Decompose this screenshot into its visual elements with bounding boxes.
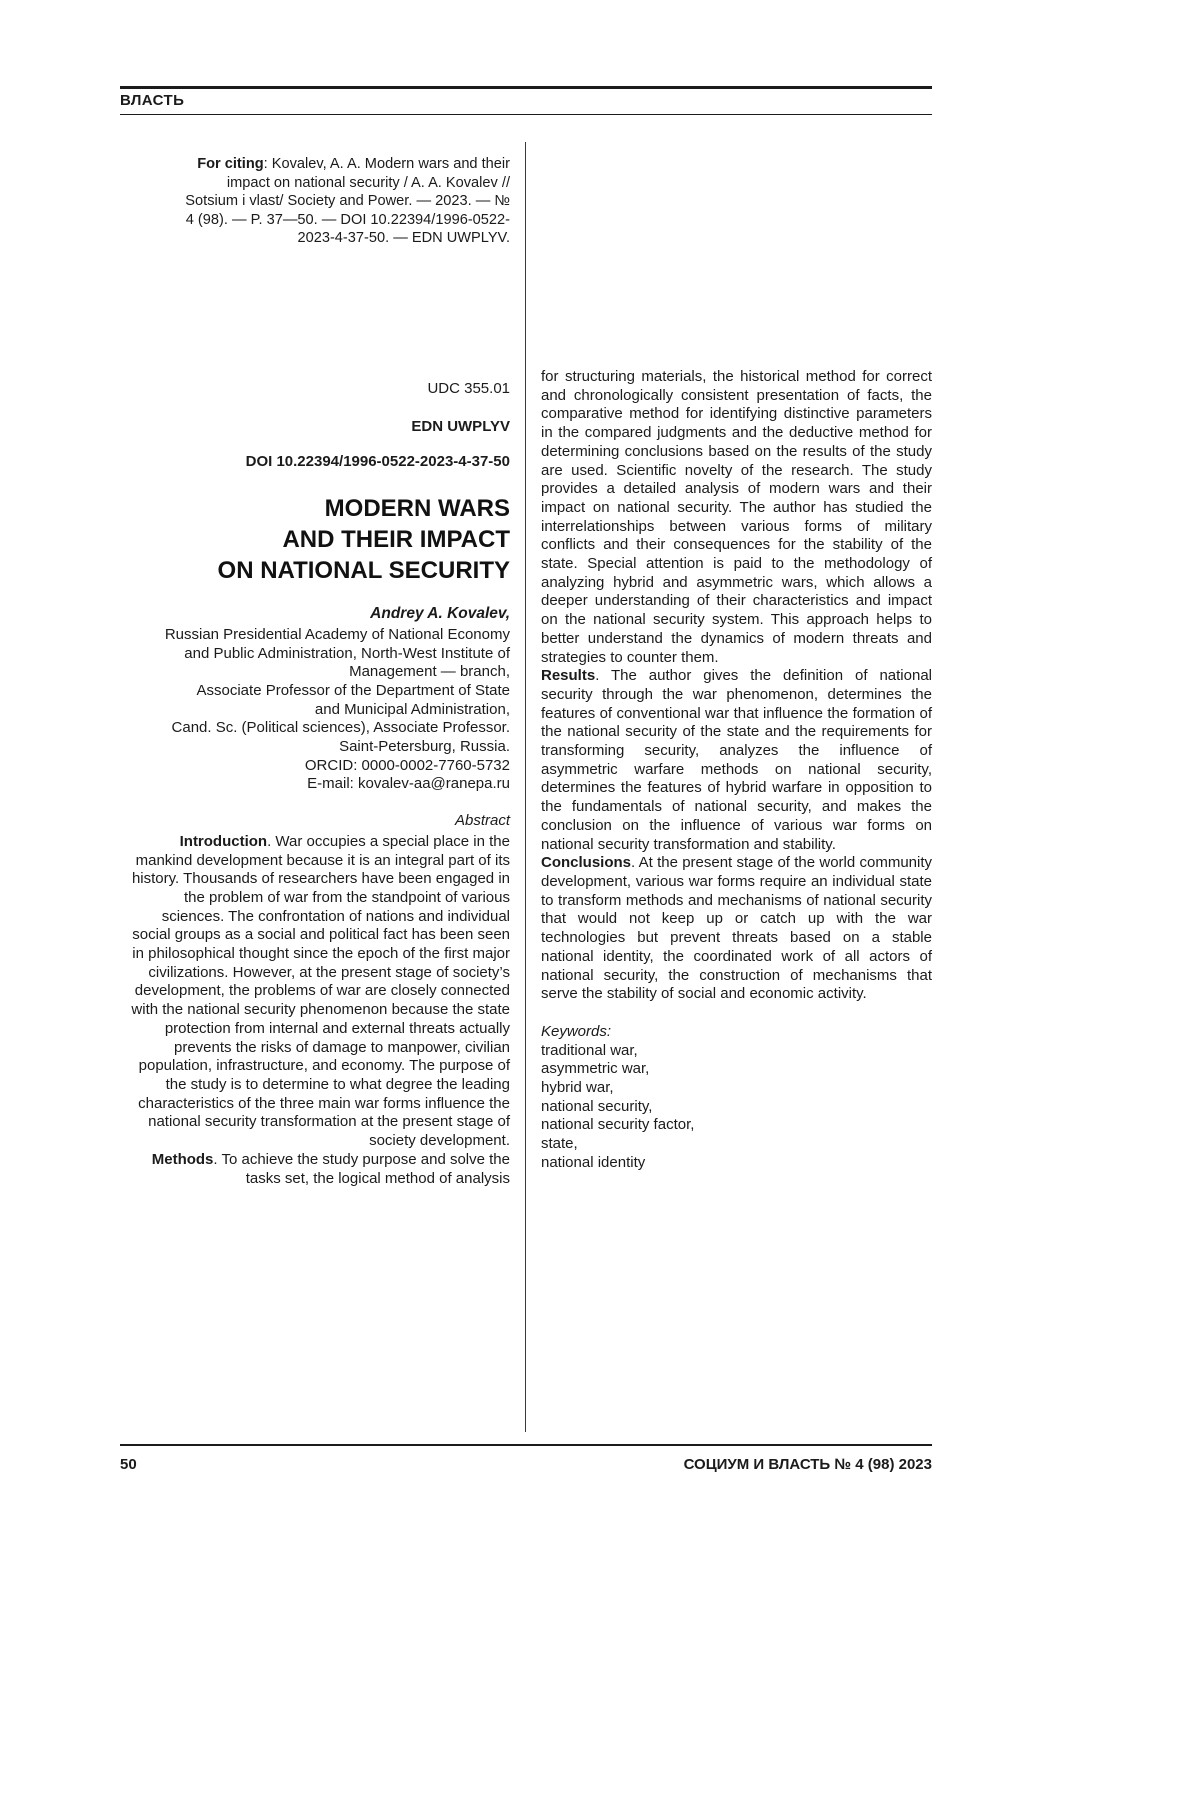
- doi-code: DOI 10.22394/1996-0522-2023-4-37-50: [245, 453, 510, 471]
- keyword-item: state,: [541, 1135, 578, 1153]
- article-title: [120, 493, 510, 586]
- affiliation-line: Saint-Petersburg, Russia.: [339, 738, 510, 756]
- paragraph-text-conclusions: . At the present stage of the world community development, various war forms require an individual state to transform methods and mechanisms of national security that would not keep up or catch up with the war technologies but prevent threats based on a stable national identity, the coordinated work of all actors of national security, the construction of mechanisms that serve the stability of social and economic activity.: [541, 854, 932, 1003]
- author-affiliation: [120, 626, 510, 794]
- abstract-paragraph-results: [541, 667, 932, 854]
- header-rule-top: [120, 86, 932, 89]
- title-line-1: MODERN WARS: [324, 495, 510, 523]
- affiliation-line: Cand. Sc. (Political sciences), Associate Professor.: [171, 719, 510, 737]
- abstract-paragraph-continuation: [541, 368, 932, 667]
- paragraph-lead-conclusions: Conclusions: [541, 854, 632, 872]
- citation-text: : Kovalev, A. A. Modern wars and their impact on national security / A. A. Kovalev // Sotsium i vlast/ Society and Power. — 2023. — № 4 (98). — P. 37—50. — DOI 10.22394/1996-0522-2023-4-37-50. — EDN UWPLYV.: [185, 156, 510, 247]
- keywords-heading: Keywords:: [541, 1022, 612, 1040]
- keyword-item: traditional war,: [541, 1041, 638, 1059]
- abstract-paragraph-introduction: [120, 833, 510, 1151]
- keywords-block: [541, 1023, 932, 1173]
- paragraph-lead-methods: Methods: [151, 1150, 214, 1168]
- affiliation-line: and Municipal Administration,: [314, 700, 510, 718]
- keyword-item: national security factor,: [541, 1116, 695, 1134]
- edn-code: EDN UWPLYV: [411, 417, 510, 435]
- abstract-paragraph-conclusions: [541, 854, 932, 1004]
- page-footer: [120, 1456, 932, 1475]
- right-column: [541, 368, 932, 1173]
- paragraph-text-continuation: for structuring materials, the historical method for correct and chronologically consistent presentation of facts, the comparative method for identifying distinctive parameters in the compared judgments and the deductive method for determining conclusions based on the results of the study are used. Scientific novelty of the research. The study provides a detailed analysis of modern wars and their impact on national security. The author has studied the interrelationships between various forms of military conflicts and their consequences for the stability of the state. Special attention is paid to the methodology of analyzing hybrid and asymmetric wars, which allows a deeper understanding of their characteristics and impact on the national security system. This approach helps to better understand the dynamics of modern threats and strategies to counter them.: [541, 368, 932, 666]
- orcid-line: ORCID: 0000-0002-7760-5732: [304, 756, 510, 774]
- title-line-2: AND THEIR IMPACT: [282, 526, 510, 554]
- author-name: Andrey A. Kovalev,: [370, 605, 510, 623]
- paragraph-text-results: . The author gives the definition of national security through the war phenomenon, determines the features of conventional war that influence the formation of the national security of the state and the requirements for transforming security, analyzes the influence of asymmetric warfare methods on national security, determines the features of hybrid warfare in opposition to the fundamentals of national security, and makes the conclusion on the influence of various war forms on national security transformation and stability.: [541, 667, 932, 853]
- affiliation-line: Associate Professor of the Department of State: [196, 681, 510, 699]
- affiliation-line: and Public Administration, North-West Institute of: [184, 644, 510, 662]
- paragraph-lead-results: Results: [541, 667, 596, 685]
- left-column: [120, 380, 510, 1188]
- page-number: 50: [120, 1456, 137, 1473]
- header-rule-bottom: [120, 114, 932, 115]
- paragraph-lead-introduction: Introduction: [179, 832, 268, 850]
- citation-label: For citing: [197, 156, 264, 172]
- citation-block: [120, 155, 510, 248]
- keyword-item: hybrid war,: [541, 1079, 614, 1097]
- column-divider: [525, 142, 526, 1432]
- udc-code: UDC 355.01: [427, 380, 510, 397]
- affiliation-line: Russian Presidential Academy of National Economy: [164, 625, 510, 643]
- abstract-heading: Abstract: [454, 812, 510, 830]
- affiliation-line: Management — branch,: [349, 663, 510, 681]
- paragraph-text-methods: . To achieve the study purpose and solve the tasks set, the logical method of analysis: [213, 1150, 510, 1187]
- footer-rule: [120, 1444, 932, 1446]
- paragraph-text-introduction: . War occupies a special place in the mankind development because it is an integral part of its history. Thousands of researchers have been engaged in the problem of war from the standpoint of various sciences. The confrontation of nations and individual social groups as a social and political fact has been seen in philosophical thought since the epoch of the first major civilizations. However, at the present stage of society’s development, the problems of war are closely connected with the national security phenomenon because the state protection from internal and external threats actually prevents the risks of damage to manpower, civilian population, infrastructure, and economy. The purpose of the study is to determine to what degree the leading characteristics of the three main war forms influence the national security transformation at the present stage of society development.: [131, 832, 510, 1150]
- keyword-item: asymmetric war,: [541, 1060, 650, 1078]
- journal-section-label: ВЛАСТЬ: [120, 92, 185, 109]
- title-line-3: ON NATIONAL SECURITY: [217, 557, 510, 585]
- keyword-item: national identity: [541, 1153, 646, 1171]
- journal-footer-title: СОЦИУМ И ВЛАСТЬ № 4 (98) 2023: [683, 1456, 932, 1473]
- email-line: E-mail: kovalev-aa@ranepa.ru: [307, 775, 510, 793]
- keyword-item: national security,: [541, 1097, 653, 1115]
- abstract-paragraph-methods: [120, 1151, 510, 1188]
